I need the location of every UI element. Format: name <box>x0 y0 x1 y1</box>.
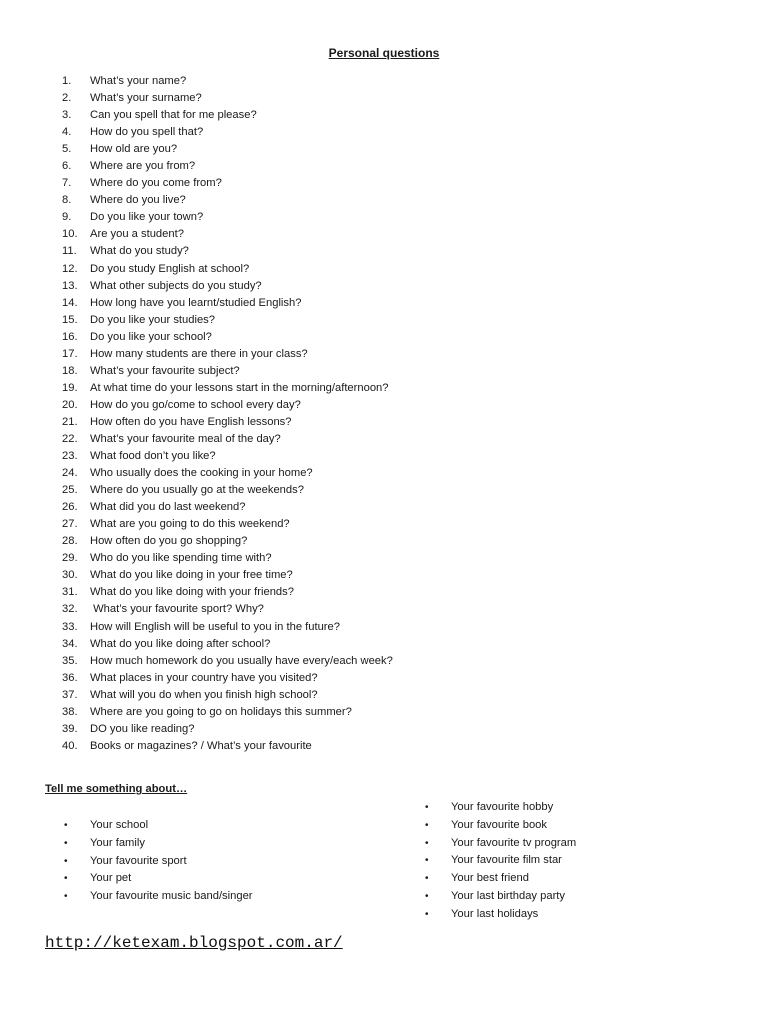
page-title-text: Personal questions <box>328 46 440 60</box>
topic-item <box>425 852 576 870</box>
question-text: How do you spell that? <box>90 126 204 139</box>
question-number: 28. <box>62 535 78 548</box>
page-title <box>0 46 768 60</box>
question-number: 36. <box>62 671 78 684</box>
topic-text: Your favourite book <box>451 818 547 831</box>
topic-item <box>64 853 253 871</box>
question-number: 4. <box>62 126 72 139</box>
question-text: How will English will be useful to you in the future? <box>90 620 340 633</box>
question-item <box>62 243 393 260</box>
question-text: What food don’t you like? <box>90 450 216 463</box>
question-text: What will you do when you finish high school? <box>90 688 318 701</box>
question-item <box>62 312 393 329</box>
question-number: 24. <box>62 467 78 480</box>
question-number: 40. <box>62 739 78 752</box>
question-item <box>62 601 393 618</box>
topic-item <box>425 906 576 924</box>
question-number: 29. <box>62 552 78 565</box>
question-number: 7. <box>62 177 72 190</box>
question-item <box>62 465 393 482</box>
question-number: 12. <box>62 262 78 275</box>
topic-text: Your school <box>90 819 149 831</box>
tell-me-list-left <box>64 817 253 906</box>
question-number: 33. <box>62 620 78 633</box>
question-item <box>62 414 393 431</box>
question-item <box>62 653 393 670</box>
bullet-icon: • <box>64 873 68 885</box>
topic-text: Your favourite hobby <box>451 801 554 813</box>
topic-text: Your favourite music band/singer <box>90 890 253 903</box>
topic-text: Your best friend <box>451 872 529 885</box>
question-item <box>62 209 393 226</box>
question-text: What did you do last weekend? <box>90 501 246 514</box>
question-item <box>62 226 393 243</box>
question-number: 35. <box>62 654 78 667</box>
question-text: How many students are there in your class? <box>90 347 308 360</box>
question-text: What do you study? <box>90 245 189 258</box>
question-text: Do you like your studies? <box>90 313 215 326</box>
tell-me-heading: Tell me something about… <box>45 783 188 795</box>
question-number: 14. <box>62 296 78 309</box>
question-item <box>62 499 393 516</box>
topic-text: Your favourite sport <box>90 854 187 867</box>
question-item <box>62 192 393 209</box>
question-text: What’s your favourite subject? <box>90 364 240 377</box>
topic-item <box>425 817 576 835</box>
question-item <box>62 295 393 312</box>
tell-me-list-right <box>425 799 576 924</box>
question-item <box>62 704 393 721</box>
question-number: 38. <box>62 705 78 718</box>
question-item <box>62 346 393 363</box>
question-number: 11. <box>62 245 77 258</box>
question-item <box>62 261 393 278</box>
question-text: How old are you? <box>90 143 178 156</box>
question-number: 27. <box>62 518 78 531</box>
question-number: 8. <box>62 194 72 207</box>
topic-item <box>64 870 253 888</box>
bullet-icon: • <box>64 891 68 903</box>
topic-text: Your last holidays <box>451 907 539 920</box>
question-number: 37. <box>62 688 78 701</box>
question-text: Who do you like spending time with? <box>90 552 272 565</box>
question-number: 1. <box>62 75 72 87</box>
question-text: How often do you have English lessons? <box>90 415 292 428</box>
question-text: Where are you from? <box>90 160 196 173</box>
question-text: How long have you learnt/studied English? <box>90 296 302 309</box>
bullet-icon: • <box>425 837 429 849</box>
question-number: 16. <box>62 330 78 343</box>
question-number: 2. <box>62 92 72 105</box>
question-number: 21. <box>62 415 78 428</box>
question-text: What are you going to do this weekend? <box>90 518 290 531</box>
question-item <box>62 397 393 414</box>
question-number: 31. <box>62 586 78 599</box>
bullet-icon: • <box>64 837 68 849</box>
question-item <box>62 175 393 192</box>
question-text: Where are you going to go on holidays this summer? <box>90 705 352 718</box>
topic-item <box>64 817 253 835</box>
question-number: 20. <box>62 398 78 411</box>
question-text: Do you like your school? <box>90 330 212 343</box>
question-text: What do you like doing after school? <box>90 637 271 650</box>
question-item <box>62 687 393 704</box>
question-text: Who usually does the cooking in your home? <box>90 467 313 480</box>
question-text: Do you study English at school? <box>90 262 250 275</box>
question-item <box>62 124 393 141</box>
question-number: 18. <box>62 364 78 377</box>
question-text: Can you spell that for me please? <box>90 109 257 122</box>
bullet-icon: • <box>64 820 68 831</box>
question-text: What other subjects do you study? <box>90 279 262 292</box>
question-item <box>62 584 393 601</box>
topic-text: Your pet <box>90 872 132 885</box>
question-number: 10. <box>62 228 78 241</box>
question-number: 30. <box>62 569 78 582</box>
question-number: 9. <box>62 211 72 224</box>
question-item <box>62 73 393 90</box>
question-list <box>62 73 393 755</box>
question-item <box>62 550 393 567</box>
question-number: 32. <box>62 603 78 616</box>
question-text: How much homework do you usually have every/each week? <box>90 654 393 667</box>
question-item <box>62 107 393 124</box>
bullet-icon: • <box>425 908 429 920</box>
topic-text: Your last birthday party <box>451 889 566 902</box>
question-number: 15. <box>62 313 78 326</box>
question-item <box>62 363 393 380</box>
question-item <box>62 278 393 295</box>
question-number: 23. <box>62 450 78 463</box>
question-text: Do you like your town? <box>90 211 204 224</box>
topic-text: Your favourite film star <box>451 854 562 867</box>
question-item <box>62 90 393 107</box>
topic-text: Your family <box>90 836 145 849</box>
question-text: At what time do your lessons start in the morning/afternoon? <box>90 381 389 394</box>
bullet-icon: • <box>425 890 429 902</box>
question-item <box>62 431 393 448</box>
question-text: Where do you live? <box>90 194 186 207</box>
topic-item <box>64 835 253 853</box>
question-item <box>62 482 393 499</box>
question-text: Books or magazines? / What’s your favourite <box>90 739 312 752</box>
question-item <box>62 158 393 175</box>
topic-item <box>425 870 576 888</box>
question-text: What places in your country have you visited? <box>90 671 318 684</box>
question-text: DO you like reading? <box>90 722 195 735</box>
question-number: 22. <box>62 432 78 445</box>
question-item <box>62 636 393 653</box>
footer-link[interactable]: http://ketexam.blogspot.com.ar/ <box>45 934 343 952</box>
question-number: 34. <box>62 637 78 650</box>
bullet-icon: • <box>425 873 429 885</box>
question-text: What’s your favourite meal of the day? <box>90 432 281 445</box>
question-text: Where do you usually go at the weekends? <box>90 484 304 497</box>
question-item <box>62 567 393 584</box>
question-number: 17. <box>62 347 78 360</box>
question-text: What’s your name? <box>90 75 187 87</box>
question-text: Are you a student? <box>90 228 184 241</box>
question-item <box>62 670 393 687</box>
bullet-icon: • <box>425 819 429 831</box>
bullet-icon: • <box>425 802 429 813</box>
question-item <box>62 619 393 636</box>
question-item <box>62 721 393 738</box>
question-text: What’s your favourite sport? Why? <box>90 603 264 616</box>
question-number: 19. <box>62 381 78 394</box>
question-text: How often do you go shopping? <box>90 535 248 548</box>
bullet-icon: • <box>425 855 429 867</box>
question-number: 5. <box>62 143 72 156</box>
question-item <box>62 738 393 755</box>
question-item <box>62 516 393 533</box>
bullet-icon: • <box>64 855 68 867</box>
question-item <box>62 533 393 550</box>
question-number: 13. <box>62 279 78 292</box>
question-text: Where do you come from? <box>90 177 222 190</box>
question-text: What do you like doing in your free time? <box>90 569 293 582</box>
question-text: What’s your surname? <box>90 92 202 105</box>
question-number: 3. <box>62 109 72 122</box>
question-item <box>62 329 393 346</box>
topic-item <box>425 888 576 906</box>
question-item <box>62 448 393 465</box>
question-number: 25. <box>62 484 78 497</box>
topic-item <box>64 888 253 906</box>
question-number: 39. <box>62 722 78 735</box>
question-number: 26. <box>62 501 78 514</box>
topic-item <box>425 835 576 853</box>
question-number: 6. <box>62 160 72 173</box>
question-item <box>62 141 393 158</box>
topic-text: Your favourite tv program <box>451 836 577 849</box>
question-item <box>62 380 393 397</box>
question-text: What do you like doing with your friends? <box>90 586 294 599</box>
question-text: How do you go/come to school every day? <box>90 398 301 411</box>
topic-item <box>425 799 576 817</box>
